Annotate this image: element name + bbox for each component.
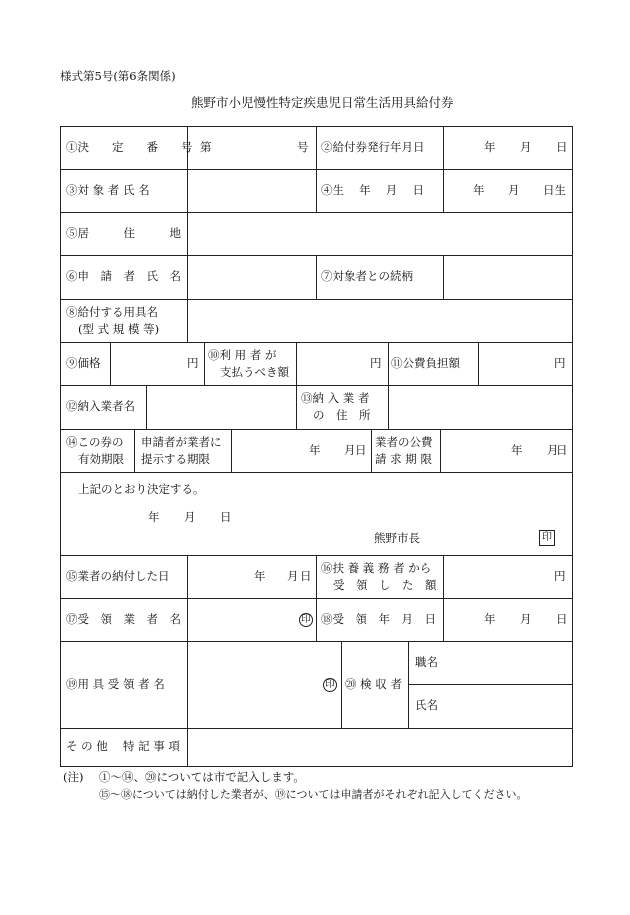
- decision-text: 上記のとおり決定する。: [78, 482, 205, 496]
- birth-year: 年: [473, 183, 485, 197]
- claim-month: 月: [547, 443, 559, 457]
- relation-label: ⑦対象者との続柄: [321, 269, 413, 283]
- col-line: [443, 255, 444, 299]
- decision-month: 月: [184, 510, 196, 524]
- claim-day: 日: [556, 443, 568, 457]
- present-day: 日: [355, 443, 367, 457]
- support-received-yen: 円: [554, 569, 566, 583]
- tool-receiver-seal: 印: [323, 678, 337, 692]
- col-line: [187, 212, 188, 256]
- col-line: [187, 555, 188, 729]
- notes-line-2: ⑮～⑱については納付した業者が、⑲については申請者がそれぞれ記入してください。: [99, 788, 528, 801]
- user-pay-label-1: ⑩利 用 者 が: [208, 348, 277, 362]
- birth-month: 月: [508, 183, 520, 197]
- price-yen: 円: [187, 356, 199, 370]
- row-line: [60, 728, 572, 729]
- decision-year: 年: [148, 510, 160, 524]
- birth-date-label: ④生 年 月 日: [321, 183, 424, 197]
- col-line: [134, 429, 135, 473]
- public-burden-yen: 円: [554, 356, 566, 370]
- col-line: [443, 555, 444, 642]
- col-line: [478, 342, 479, 386]
- row-line: [408, 684, 572, 685]
- col-line: [110, 342, 111, 386]
- public-burden-label: ⑪公費負担額: [391, 356, 460, 370]
- page-title: 熊野市小児慢性特定疾患児日常生活用具給付券: [191, 95, 454, 110]
- vendor-name-label: ⑫納入業者名: [66, 399, 135, 413]
- user-pay-label-2: 支払うべき額: [220, 365, 289, 379]
- present-month: 月: [344, 443, 356, 457]
- item-name-label-1: ⑧給付する用具名: [66, 305, 158, 319]
- vendor-address-label-1: ⑬納 入 業 者: [301, 391, 370, 405]
- validity-label-1: ⑭この券の: [66, 435, 124, 449]
- row-line: [60, 429, 572, 430]
- mayor-label: 熊野市長: [374, 531, 420, 545]
- col-line: [371, 429, 372, 473]
- receive-date-label: ⑱受 領 年 月 日: [321, 612, 436, 626]
- price-label: ⑨価格: [66, 356, 101, 370]
- notes-prefix: (注): [63, 770, 84, 784]
- col-line: [316, 126, 317, 213]
- receive-month: 月: [520, 612, 532, 626]
- notes-line-1: ①～⑭、⑳については市で記入します。: [99, 770, 305, 784]
- receiver-vendor-label: ⑰受 領 業 者 名: [66, 612, 181, 626]
- col-line: [408, 641, 409, 729]
- support-received-label-2: 受 領 し た 額: [333, 578, 437, 592]
- col-line: [231, 429, 232, 473]
- item-name-label-2: (型 式 規 模 等): [78, 322, 160, 336]
- receive-day: 日: [556, 612, 568, 626]
- col-line: [316, 255, 317, 299]
- inspector-label: ⑳ 検 収 者: [345, 677, 402, 691]
- row-line: [60, 299, 572, 300]
- support-received-label-1: ⑯扶 養 義 務 者 から: [321, 561, 432, 575]
- col-line: [341, 641, 342, 729]
- issue-day: 日: [556, 140, 568, 154]
- row-line: [60, 342, 572, 343]
- birth-day: 日生: [543, 183, 566, 197]
- form-number: 様式第5号(第6条関係): [60, 69, 176, 83]
- col-line: [443, 126, 444, 213]
- present-year: 年: [309, 443, 321, 457]
- claim-deadline-label-2: 請 求 期 限: [375, 452, 432, 466]
- applicant-name-label: ⑥申 請 者 氏 名: [66, 269, 181, 283]
- decision-number-prefix: 第: [200, 140, 212, 154]
- issue-year: 年: [484, 140, 496, 154]
- col-line: [187, 728, 188, 766]
- col-line: [388, 342, 389, 386]
- job-title-label: 職名: [415, 655, 438, 669]
- row-line: [60, 472, 572, 473]
- decision-number-label: ①決 定 番 号: [66, 140, 193, 154]
- col-line: [187, 255, 188, 343]
- delivery-month: 月: [287, 569, 299, 583]
- name-label: 氏名: [415, 698, 438, 712]
- issue-date-label: ②給付券発行年月日: [321, 140, 425, 154]
- decision-day: 日: [220, 510, 232, 524]
- row-line: [60, 385, 572, 386]
- present-deadline-label-2: 提示する期限: [141, 452, 210, 466]
- user-pay-yen: 円: [370, 356, 382, 370]
- col-line: [316, 555, 317, 642]
- validity-label-2: 有効期限: [78, 452, 124, 466]
- delivery-date-label: ⑮業者の納付した日: [66, 569, 170, 583]
- claim-deadline-label-1: 業者の公費: [375, 435, 433, 449]
- subject-name-label: ③対 象 者 氏 名: [66, 183, 150, 197]
- receiver-vendor-seal: 印: [299, 613, 313, 627]
- other-notes-label: そ の 他 特 記 事 項: [66, 739, 180, 753]
- col-line: [146, 385, 147, 429]
- vendor-address-label-2: の 住 所: [313, 408, 371, 422]
- delivery-day: 日: [300, 569, 312, 583]
- col-line: [440, 429, 441, 473]
- claim-year: 年: [511, 443, 523, 457]
- issue-month: 月: [520, 140, 532, 154]
- decision-number-suffix: 号: [297, 140, 309, 154]
- seal-mark: 印: [539, 530, 555, 546]
- col-line: [296, 385, 297, 429]
- col-line: [296, 342, 297, 386]
- address-label: ⑤居 住 地: [66, 226, 181, 240]
- receive-year: 年: [484, 612, 496, 626]
- tool-receiver-label: ⑲用 具 受 領 者 名: [66, 677, 165, 691]
- col-line: [204, 342, 205, 386]
- col-line: [388, 385, 389, 429]
- present-deadline-label-1: 申請者が業者に: [141, 435, 222, 449]
- delivery-year: 年: [254, 569, 266, 583]
